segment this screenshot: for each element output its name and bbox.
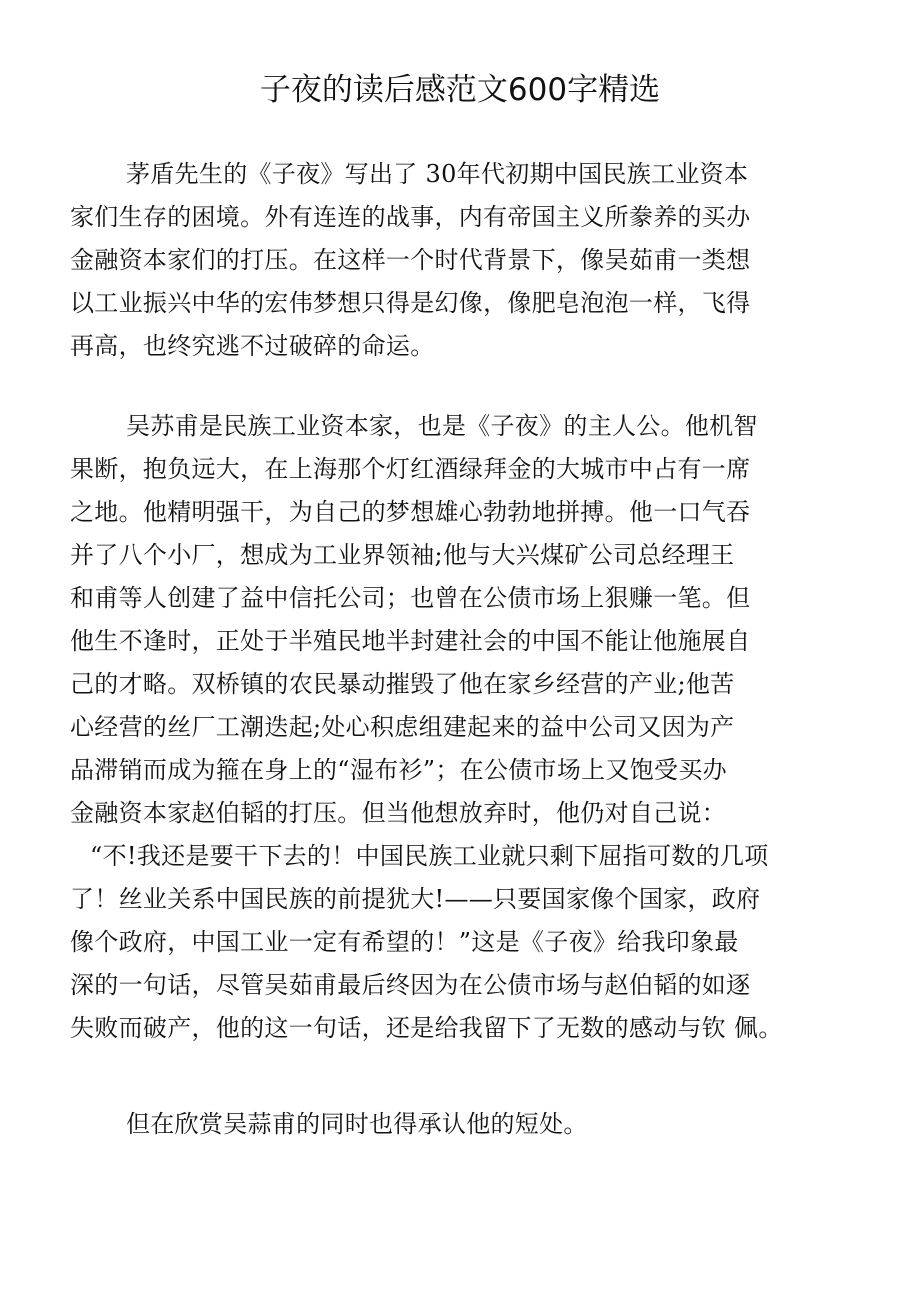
page-title: 子夜的读后感范文600字精选: [259, 72, 661, 108]
paragraph-line: 之地。他精明强干，为自己的梦想雄心勃勃地拼搏。他一口气吞: [70, 498, 751, 526]
paragraph-line: 心经营的丝厂工潮迭起;处心积虑组建起来的益中公司又因为产: [70, 713, 735, 741]
paragraph-line: 以工业振兴中华的宏伟梦想只得是幻像，像肥皂泡泡一样，飞得: [70, 289, 751, 317]
paragraph-line: 深的一句话，尽管吴茹甫最后终因为在公债市场与赵伯韬的如逐: [70, 971, 751, 999]
paragraph-1: [70, 153, 850, 368]
paragraph-line: 他生不逢时，正处于半殖民地半封建社会的中国不能让他施展自: [70, 627, 751, 655]
paragraph-line: 家们生存的困境。外有连连的战事，内有帝国主义所豢养的买办: [70, 203, 751, 231]
paragraph-line: 但在欣赏吴蒜甫的同时也得承认他的短处。: [126, 1110, 588, 1138]
paragraph-line: 金融资本家赵伯韬的打压。但当他想放弃时，他仍对自己说：: [70, 799, 727, 827]
paragraph-line: “不!我还是要干下去的！中国民族工业就只剩下屈指可数的几项: [90, 842, 769, 870]
paragraph-line: 己的才略。双桥镇的农民暴动摧毁了他在家乡经营的产业;他苦: [70, 670, 735, 698]
paragraph-line: 像个政府，中国工业一定有希望的！”这是《子夜》给我印象最: [70, 928, 739, 956]
paragraph-line: 了！丝业关系中国民族的前提犹大!——只要国家像个国家，政府: [70, 885, 761, 913]
paragraph-line: 茅盾先生的《子夜》写出了 30年代初期中国民族工业资本: [126, 160, 749, 188]
paragraph-line: 和甫等人创建了益中信托公司；也曾在公债市场上狠赚一笔。但: [70, 584, 751, 612]
paragraph-line: 品滞销而成为箍在身上的“湿布衫”；在公债市场上又饱受买办: [70, 756, 727, 784]
paragraph-2: [70, 405, 850, 1050]
paragraph-line: 并了八个小厂，想成为工业界领袖;他与大兴煤矿公司总经理王: [70, 541, 735, 569]
paragraph-line: 吴苏甫是民族工业资本家，也是《子夜》的主人公。他机智: [126, 412, 758, 440]
paragraph-line: 失败而破产，他的这一句话，还是给我留下了无数的感动与钦 佩。: [70, 1014, 783, 1042]
paragraph-line: 金融资本家们的打压。在这样一个时代背景下，像吴茹甫一类想: [70, 246, 751, 274]
paragraph-line: 再高，也终究逃不过破碎的命运。: [70, 332, 435, 360]
paragraph-3: [70, 1103, 850, 1146]
paragraph-line: 果断，抱负远大，在上海那个灯红酒绿拜金的大城市中占有一席: [70, 455, 751, 483]
